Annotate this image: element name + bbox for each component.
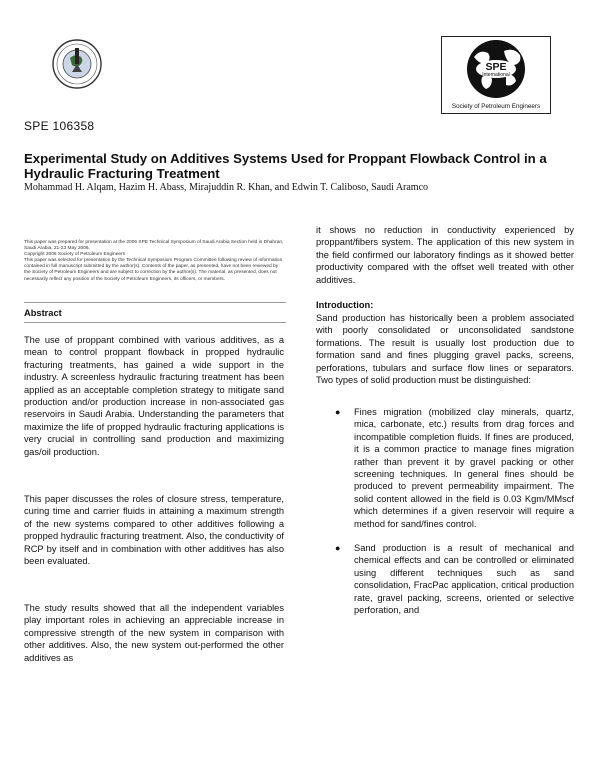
abstract-heading: Abstract bbox=[24, 308, 62, 318]
copyright-line: This paper was selected for presentation by the Technical Symposium Program Committee following review of information contained in full manuscript submitted by the author(s). Contents of the paper, as presented, have not been reviewed by the Society of Petroleum Engineers and are subject to correction by the author(s). The material, as presented, does not necessarily reflect any position of the Society of Petroleum Engineers, its officers, or members. bbox=[24, 258, 283, 282]
list-item-text: Sand production is a result of mechanical and chemical effects and can be controlled or eliminated using different techniques such as sand consolidation, FracPac application, critical production rate, gravel packing, screens, oriented or selective perforation, and bbox=[354, 543, 574, 616]
copyright-notice bbox=[24, 240, 286, 283]
abstract-paragraph-3: The study results showed that all the independent variables play important roles in achieving an appreciable increase in compressive strength of the new system in comparison with other additives. Also, the new system out-performed the other additives as bbox=[24, 603, 284, 663]
list-item bbox=[335, 542, 574, 616]
logo-caption: Society of Petroleum Engineers bbox=[451, 103, 541, 110]
list-item-text: Fines migration (mobilized clay minerals, quartz, mica, carbonate, etc.) results from drag forces and incompatible completion fluids. If fines are produced, it is a common practice to manage fines migration rather than prevent it by gravel packing or other screening techniques. In general fines should be produced to prevent permeability impairment. The solid content allowed in the field is 0.03 Kgm/MMscf which determines if a given reservoir will require a method for sand/fines control. bbox=[354, 407, 574, 529]
copyright-line: This paper was prepared for presentation at the 2006 SPE Technical Symposium of Saudi Arabia Section held in Dhahran, Saudi Arabia, 21-23 May 2006. bbox=[24, 240, 284, 252]
spe-logo-wordmark: International bbox=[482, 72, 510, 78]
abstract-paragraph-1: The use of proppant combined with various additives, as a mean to control proppant flowback in propped hydraulic fracturing treatments, has gained a wide support in the industry. A screenless hydraulic fracturing treatment has been applied as an acceptable completion strategy to mitigate sand production and/or production increase in non-associated gas reservoirs in Saudi Arabia. Understanding the parameters that maximize the life of propped hydraulic fracturing applications is very crucial in controlling sand production and maximizing gas/oil production. bbox=[24, 335, 284, 457]
introduction-heading: Introduction: bbox=[316, 300, 374, 310]
solid-production-list bbox=[335, 406, 574, 617]
paper-number: SPE 106358 bbox=[24, 119, 95, 133]
paper-title: Experimental Study on Additives Systems Used for Proppant Flowback Control in a Hydraulic Fracturing Treatment bbox=[24, 151, 547, 181]
svg-text:SPE: SPE bbox=[485, 61, 507, 73]
conference-emblem-logo bbox=[48, 36, 106, 92]
abstract-divider-top bbox=[24, 302, 286, 303]
abstract-divider-bottom bbox=[24, 322, 286, 323]
list-item bbox=[335, 406, 574, 530]
abstract-continuation: it shows no reduction in conductivity experienced by proppant/fibers system. The application of this new system in the field confirmed our laboratory findings as it showed better productivity compared with the offset well treated with other additives. bbox=[316, 225, 574, 285]
authors-line: Mohammad H. Alqam, Hazim H. Abass, Mirajuddin R. Khan, and Edwin T. Caliboso, Saudi Aramco bbox=[24, 182, 429, 193]
spe-international-logo bbox=[441, 36, 551, 114]
copyright-line: Copyright 2006 Society of Petroleum Engineers bbox=[24, 252, 126, 258]
bullet-icon: ● bbox=[335, 543, 341, 554]
introduction-paragraph: Sand production has historically been a problem associated with poorly consolidated or unconsolidated sandstone formations. The result is usually lost production due to formation sand and fines plugging gravel packs, screens, perforations, tubulars and surface flow lines or separators. Two types of solid production must be distinguished: bbox=[316, 313, 574, 386]
bullet-icon: ● bbox=[335, 407, 341, 417]
abstract-paragraph-2: This paper discusses the roles of closure stress, temperature, curing time and carrier fluids in attaining a maximum strength of the new systems compared to other additives following a propped hydraulic fracturing treatment. Also, the conductivity of RCP by itself and in combination with other additives has also been evaluated. bbox=[24, 494, 284, 567]
